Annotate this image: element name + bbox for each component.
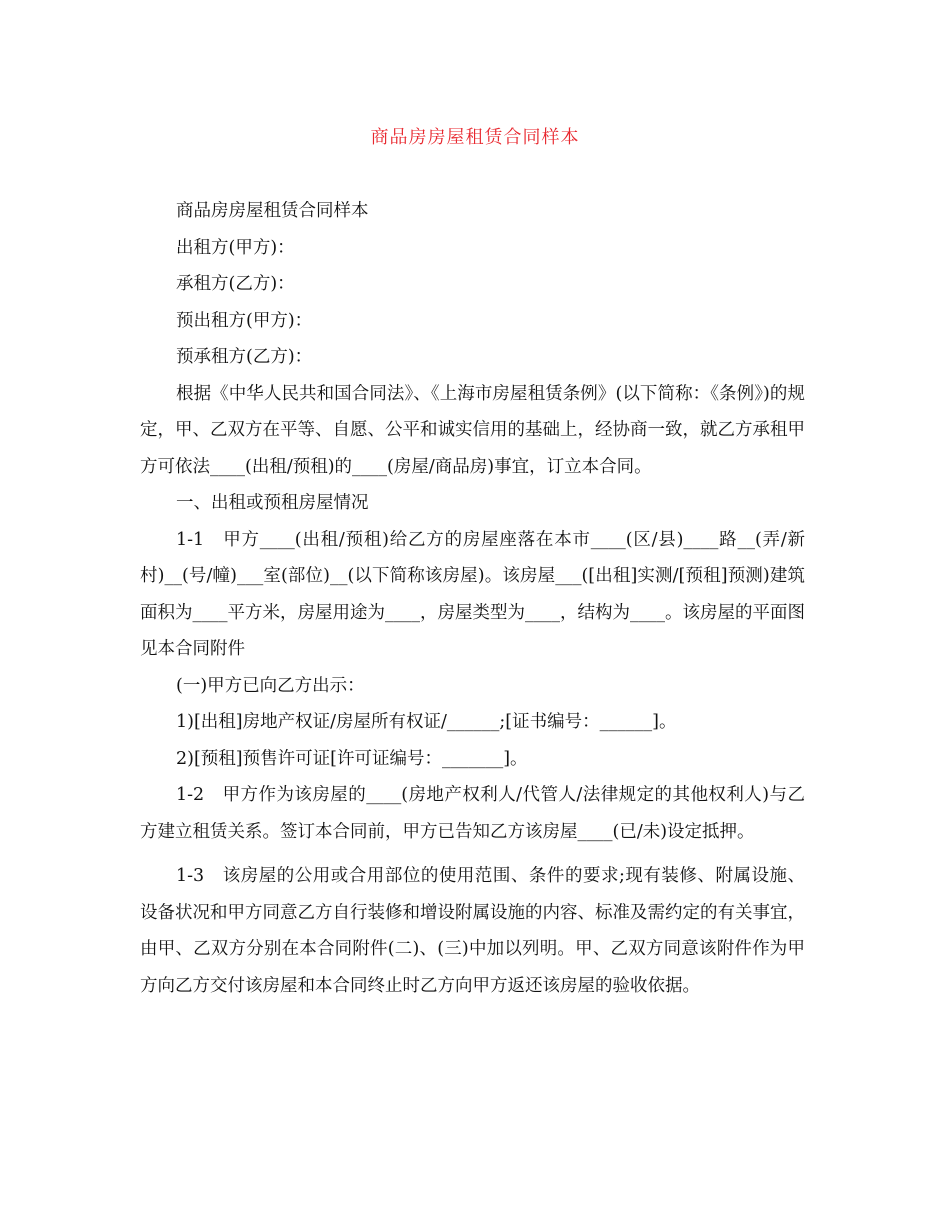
subsection-heading: (一)甲方已向乙方出示： (176, 675, 365, 696)
clause-1-3: 1-3 该房屋的公用或合用部位的使用范围、条件的要求;现有装修、附属设施、设备状况和甲方同意乙方自行装修和增设附属设施的内容、标准及需约定的有关事宜，由甲、乙双方分别在本合同附件(二)、(三)中加以列明。甲、乙双方同意该附件作为甲方向乙方交付该房屋和本合同终止时乙方向甲方返还该房屋的验收依据。 (140, 866, 805, 996)
document-title: 商品房房屋租赁合同样本 (370, 127, 580, 148)
paragraph-pre-lessee: 预承租方(乙方)： (176, 347, 313, 367)
section-heading: 一、出租或预租房屋情况 (176, 493, 369, 513)
paragraph-subtitle: 商品房房屋租赁合同样本 (176, 201, 369, 221)
clause-1-2: 1-2 甲方作为该房屋的____(房地产权利人/代管人/法律规定的其他权利人)与乙方建立租赁关系。签订本合同前，甲方已告知乙方该房屋____(已/未)设定抵押。 (140, 785, 805, 842)
list-item-2: 2)[预租]预售许可证[许可证编号：_______]。 (176, 748, 528, 769)
document-body (140, 193, 805, 1004)
paragraph-pre-lessor: 预出租方(甲方)： (176, 310, 313, 331)
list-item-1: 1)[出租]房地产权证/房屋所有权证/______;[证书编号：______]。 (176, 712, 677, 732)
paragraph-lessor: 出租方(甲方)： (176, 237, 295, 258)
clause-1-1: 1-1 甲方____(出租/预租)给乙方的房屋座落在本市____(区/县)____路__(弄/新村)__(号/幢)___室(部位)__(以下简称该房屋)。该房屋___([出租]实测/[预租]预测)建筑面积为____平方米，房屋用途为____，房屋类型为____，结构为____。该房屋的平面图见本合同附件 (140, 529, 805, 659)
paragraph-preamble: 根据《中华人民共和国合同法》、《上海市房屋租赁条例》(以下简称：《条例》)的规定，甲、乙双方在平等、自愿、公平和诚实信用的基础上，经协商一致，就乙方承租甲方可依法____(出租/预租)的____(房屋/商品房)事宜，订立本合同。 (140, 383, 805, 477)
paragraph-lessee: 承租方(乙方)： (176, 274, 295, 294)
